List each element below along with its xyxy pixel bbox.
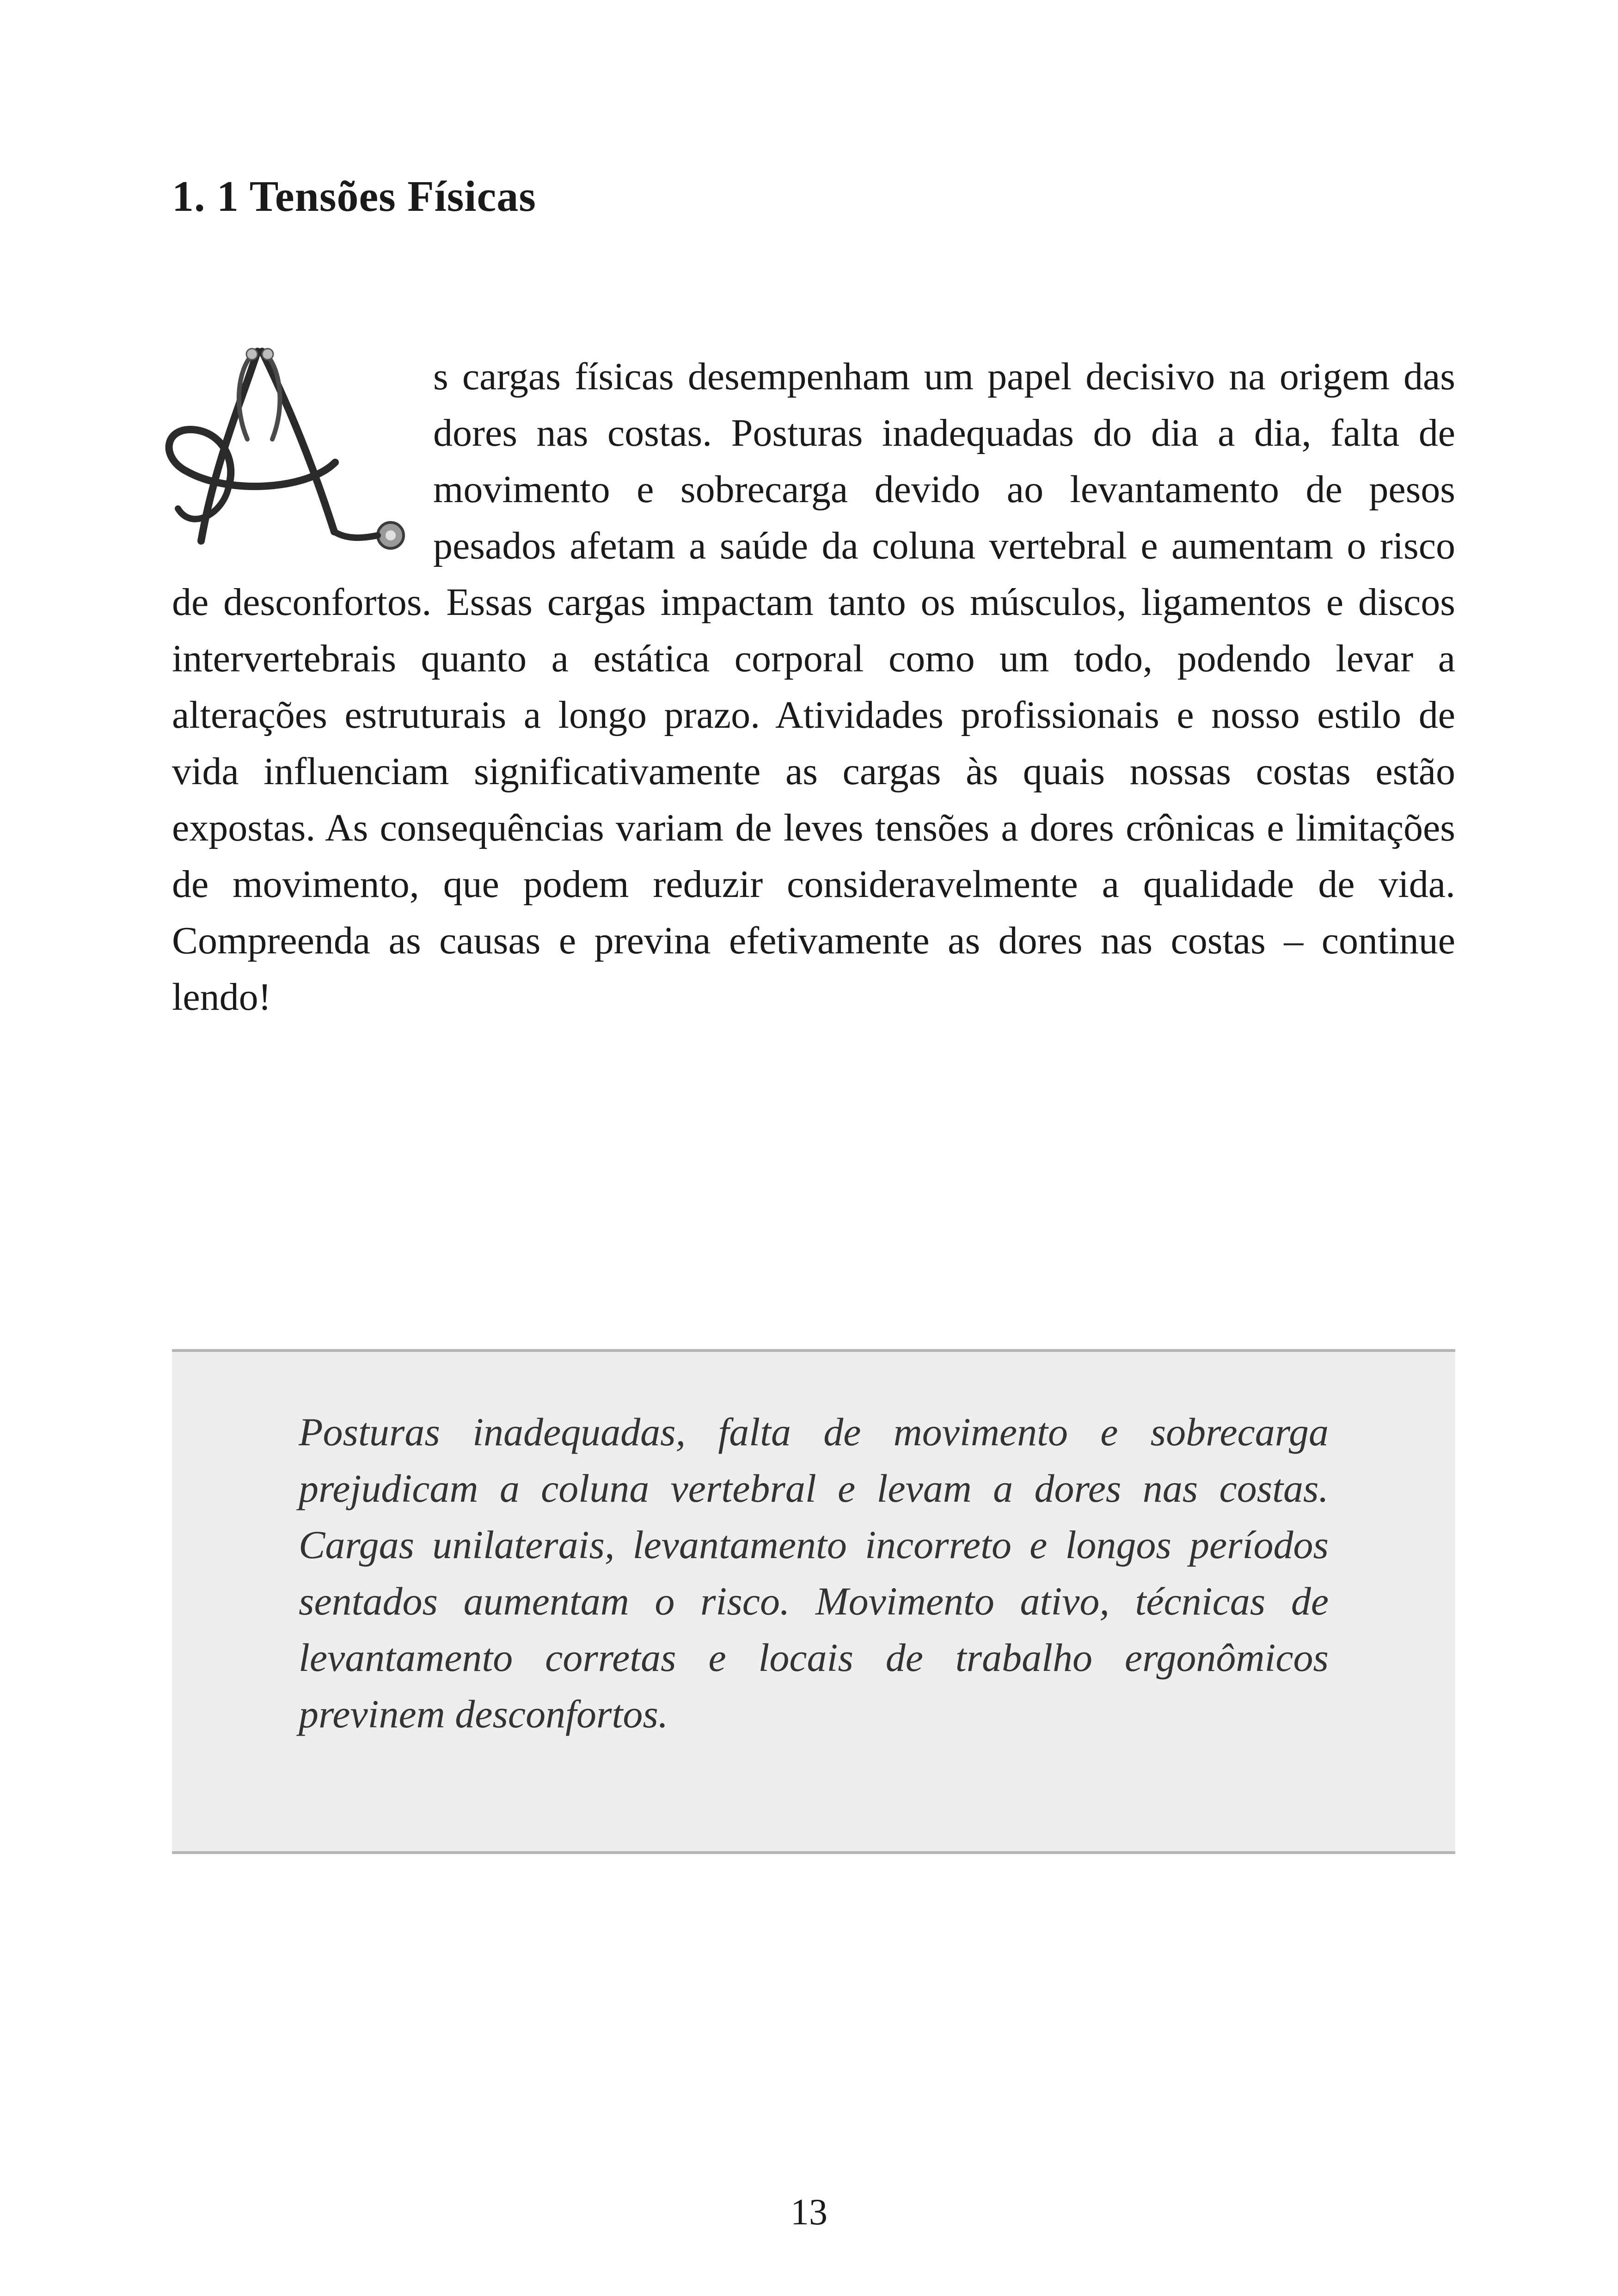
summary-callout [172,1349,1455,1854]
dropcap-spacer [172,349,433,574]
section-heading: 1. 1 Tensões Físicas [172,172,536,221]
page-number: 13 [791,2192,827,2233]
callout-text: Posturas inadequadas, falta de movimento e sobrecarga prejudicam a coluna vertebral e levam a dores nas costas. Cargas unilaterais, levantamento incorreto e longos períodos sentados aumentam o risco. Movimento ativo, técnicas de levantamento corretas e locais de trabalho ergonômicos previnem desconfortos. [299,1410,1329,1736]
body-paragraph [172,349,1455,1025]
body-text: s cargas físicas desempenham um papel decisivo na origem das dores nas costas. Posturas inadequadas do dia a dia, falta de movimento e sobrecarga devido ao levantamento de pesos pesados afetam a saúde da coluna vertebral e aumentam o risco de desconfortos. Essas cargas impactam tanto os músculos, ligamentos e discos intervertebrais quanto a estática corporal como um todo, podendo levar a alterações estruturais a longo prazo. Atividades profissionais e nosso estilo de vida influenciam significativamente as cargas às quais nossas costas estão expostas. As consequências variam de leves tensões a dores crônicas e limitações de movimento, que podem reduzir consideravelmente a qualidade de vida. Compreenda as causas e previna efetivamente as dores nas costas – continue lendo! [172,355,1455,1019]
